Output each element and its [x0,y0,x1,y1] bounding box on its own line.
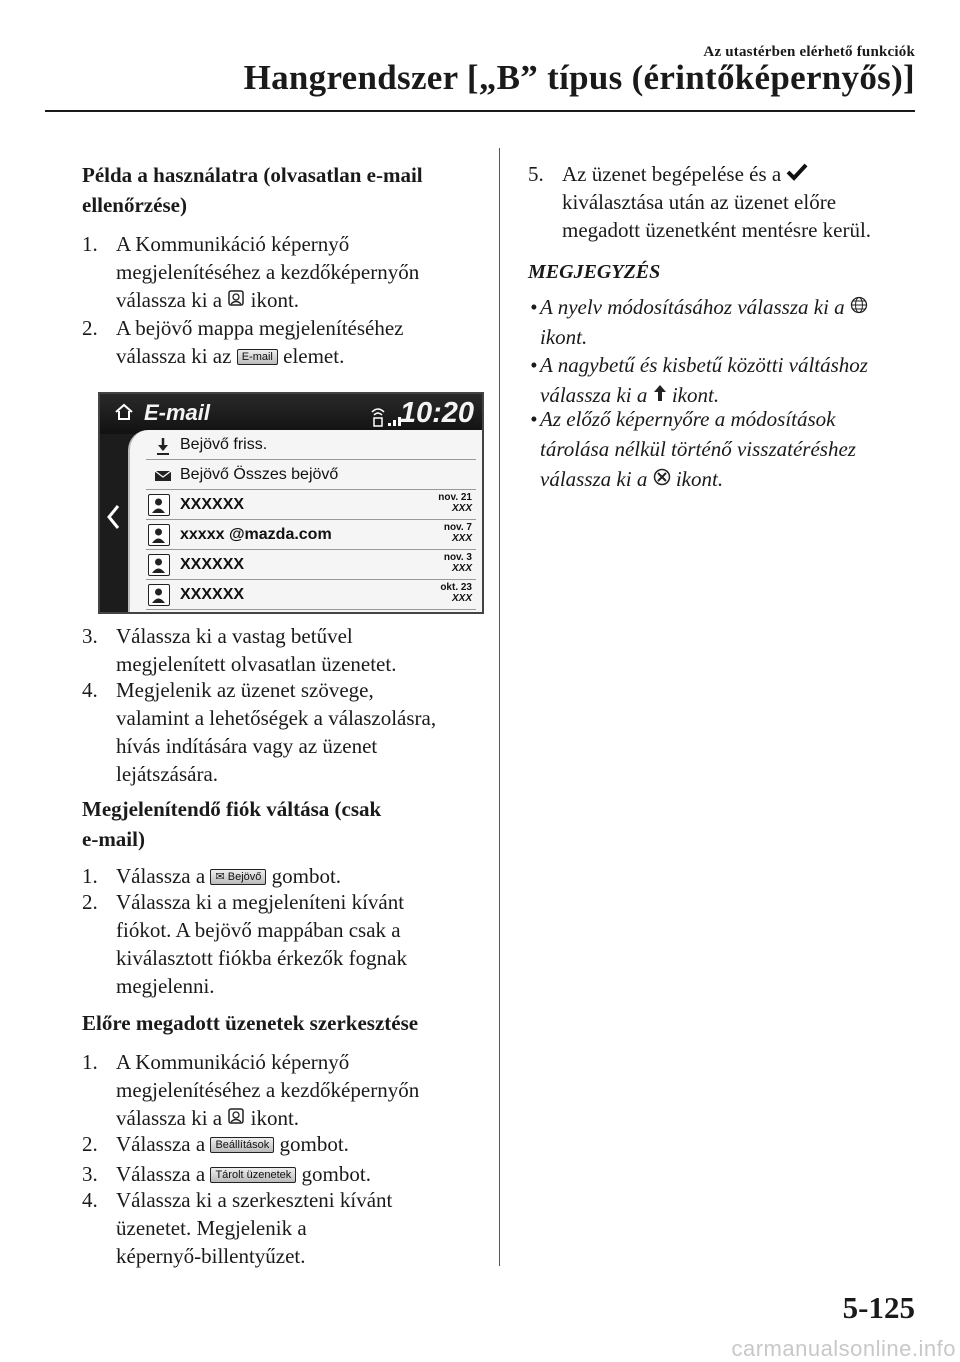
home-icon [114,403,134,421]
step-number: 1. [82,232,98,256]
step-number: 2. [82,1132,98,1156]
running-header: Az utastérben elérhető funkciók [703,44,915,60]
list-item[interactable] [146,432,476,460]
step-text: képernyő-billentyűzet. [116,1244,306,1268]
step-text-part: gombot. [279,1132,349,1156]
step-text-part: Válassza a [116,1132,206,1156]
contact-avatar-icon [148,524,170,546]
header-rule [45,110,915,112]
step-text: kiválasztott fiókba érkezők fognak [116,946,407,970]
step-text [116,1104,486,1132]
row-label: Bejövő friss. [180,436,268,453]
step-text: Válassza ki a vastag betűvel [116,624,353,648]
bullet: • [530,295,538,319]
note-text: Az előző képernyőre a módosítások [540,407,836,431]
step-text: megjelenítéséhez a kezdőképernyőn [116,1078,420,1102]
note-text [540,292,920,322]
step-text: lejátszására. [116,762,219,786]
section-heading-example [82,160,423,220]
step-number: 3. [82,624,98,648]
step-text: fiókot. A bejövő mappában csak a [116,918,401,942]
shift-arrow-icon [653,384,667,402]
globe-icon [850,296,868,314]
row-label: Bejövő Összes bejövő [180,466,339,483]
step-number: 2. [82,316,98,340]
heading-line: Megjelenítendő fiók váltása (csak [82,797,382,821]
row-label: XXXXXX [180,586,245,603]
step-text [116,286,486,314]
section-heading-presets: Előre megadott üzenetek szerkesztése [82,1011,419,1035]
list-item[interactable] [146,552,476,580]
page-number: 5-125 [842,1290,915,1325]
row-label: XXXXXX [180,496,245,513]
bullet: • [530,353,538,377]
note-text-part: A nyelv módosításához válassza ki a [540,295,845,319]
date-sub: XXX [451,503,472,514]
cancel-x-icon [653,468,671,486]
step-text: A bejövő mappa megjelenítéséhez [116,316,404,340]
note-text-part: válassza ki a [540,467,648,491]
step-text: A Kommunikáció képernyő [116,1050,350,1074]
list-item[interactable] [146,462,476,490]
step-number: 1. [82,1050,98,1074]
step-text-part: Az üzenet begépelése és a [562,162,782,186]
contact-avatar-icon [148,554,170,576]
date-sub: XXX [451,593,472,604]
note-text-part: válassza ki a [540,383,648,407]
row-date [438,492,472,514]
envelope-icon: ✉ [215,871,225,883]
list-item[interactable] [146,522,476,550]
step-number: 4. [82,678,98,702]
envelope-icon [154,470,172,482]
note-text-part: ikont. [671,383,720,407]
note-text-part: ikont. [675,467,724,491]
step-text: Megjelenik az üzenet szövege, [116,678,374,702]
download-arrow-icon [156,436,170,456]
step-text: megjelenített olvasatlan üzenetet. [116,652,397,676]
back-arrow-icon [106,504,120,530]
row-label: XXXXXX [180,556,245,573]
email-button-chip: E-mail [237,349,278,365]
heading-line: e-mail) [82,827,145,851]
step-text-part: Válassza a [116,1162,206,1186]
step-text-part: ikont. [250,1106,300,1130]
column-divider [499,148,500,1266]
step-text: kiválasztása után az üzenet előre [562,190,837,214]
note-case [530,350,920,410]
step-text: megjelenni. [116,974,215,998]
step-text: Válassza ki a megjeleníteni kívánt [116,890,405,914]
step-text [562,160,932,188]
step-number: 5. [528,162,544,186]
note-text: A nagybetű és kisbetű közötti váltáshoz [540,353,868,377]
note-language [530,292,920,352]
note-text [540,464,920,494]
inbox-list [128,430,482,614]
screen-clock: 10:20 [399,397,474,429]
bullet: • [530,407,538,431]
date-text: nov. 21 [438,492,472,503]
date-sub: XXX [451,563,472,574]
list-item[interactable] [146,582,476,610]
screen-title: E-mail [144,400,211,425]
step-number: 2. [82,890,98,914]
step-text: hívás indítására vagy az üzenet [116,734,378,758]
stored-messages-button-chip: Tárolt üzenetek [210,1167,296,1183]
row-date [440,582,472,604]
page-title: Hangrendszer [„B” típus (érintőképernyős)] [243,58,915,97]
note-text: ikont. [540,325,588,349]
step-text: valamint a lehetőségek a válaszolásra, [116,706,437,730]
step-text: üzenetet. Megjelenik a [116,1216,307,1240]
list-item[interactable] [146,492,476,520]
settings-button-chip: Beállítások [210,1137,274,1153]
date-text: okt. 23 [440,582,472,593]
step-text: Válassza ki a szerkeszteni kívánt [116,1188,393,1212]
step-text-part: gombot. [271,864,342,888]
row-date [444,552,472,574]
step-text-part: válassza ki az [116,344,232,368]
step-text-part: válassza ki a [116,1106,223,1130]
chip-label: Bejövő [227,871,262,883]
date-text: nov. 3 [443,552,472,563]
note-title: MEGJEGYZÉS [528,261,661,283]
step-text-part: elemet. [283,344,345,368]
date-text: nov. 7 [443,522,472,533]
row-label: xxxxx @mazda.com [180,526,332,543]
communication-icon [227,289,245,307]
step-text-part: gombot. [301,1162,371,1186]
step-text: megadott üzenetként mentésre kerül. [562,218,872,242]
contact-avatar-icon [148,494,170,516]
step-text-part: ikont. [250,288,300,312]
step-text-part: válassza ki a [116,288,223,312]
step-text-part: Válassza a [116,864,206,888]
contact-avatar-icon [148,584,170,606]
note-cancel [530,404,920,494]
step-text [116,342,486,370]
checkmark-icon [786,163,808,181]
heading-line: Példa a használatra (olvasatlan e-mail [82,163,423,187]
step-number: 1. [82,864,98,888]
inbox-button-chip [210,869,266,885]
section-heading-account [82,794,381,854]
row-date [444,522,472,544]
step-text: A Kommunikáció képernyő [116,232,350,256]
communication-icon [227,1107,245,1125]
date-sub: XXX [451,533,472,544]
step-text: megjelenítéséhez a kezdőképernyőn [116,260,420,284]
watermark: carmanualsonline.info [731,1336,956,1361]
heading-line: ellenőrzése) [82,193,187,217]
email-screen-figure [98,392,484,614]
step-number: 4. [82,1188,98,1212]
note-text: tárolása nélkül történő visszatéréshez [540,437,856,461]
step-number: 3. [82,1162,98,1186]
